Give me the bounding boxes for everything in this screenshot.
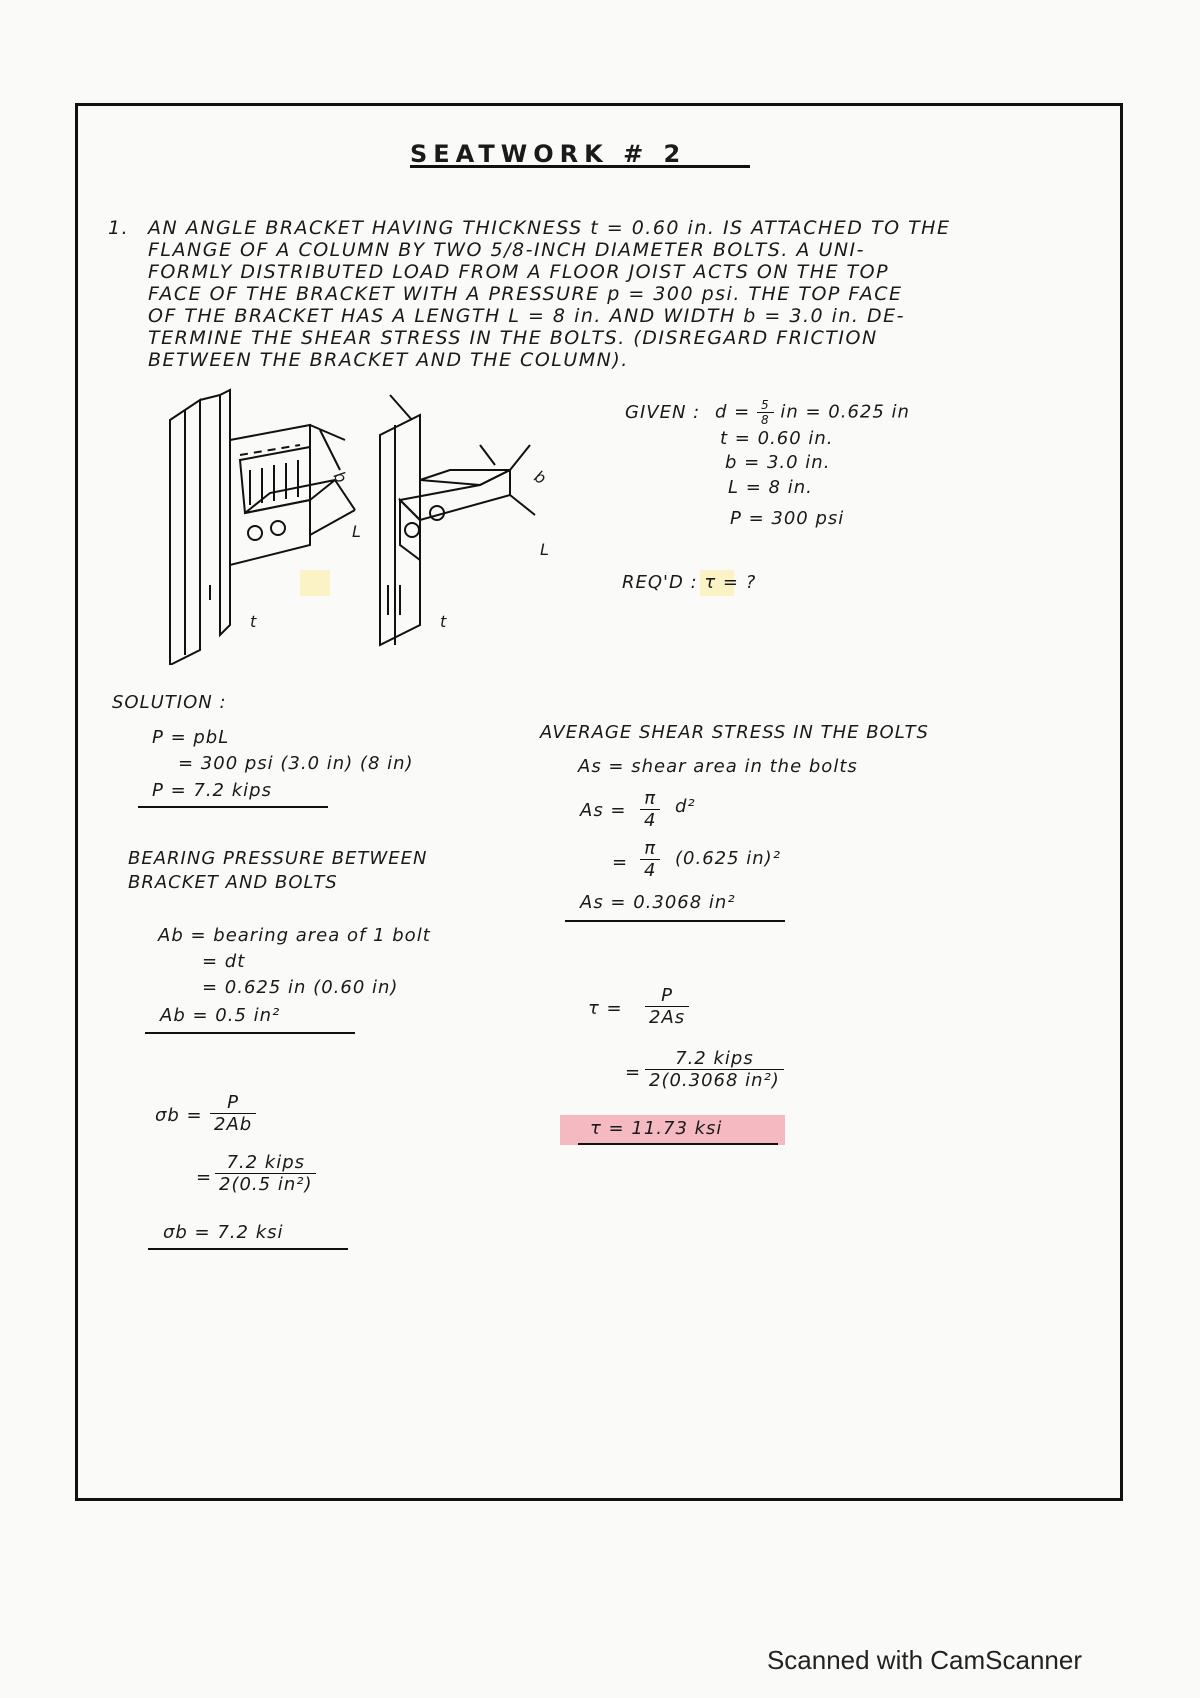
fig-label-b: b xyxy=(329,467,352,488)
given-label: GIVEN : xyxy=(625,402,701,423)
tau-result: τ = 11.73 ksi xyxy=(590,1118,723,1139)
tau-num: P xyxy=(645,985,689,1007)
title-underline xyxy=(410,165,750,168)
sigma-den-2: 2(0.5 in²) xyxy=(219,1174,313,1195)
given-b: b = 3.0 in. xyxy=(725,452,831,473)
equals-sign: = xyxy=(196,1167,213,1188)
sigma-fraction-2 xyxy=(215,1152,316,1195)
given-t: t = 0.60 in. xyxy=(720,428,834,449)
given-d-num: 5 xyxy=(757,398,774,413)
problem-line: FORMLY DISTRIBUTED LOAD FROM A FLOOR JOIST ACTS ON THE TOP xyxy=(148,261,890,283)
as-pi: π xyxy=(640,838,660,860)
fig-label-L-right: L xyxy=(540,540,550,559)
tau-den: 2As xyxy=(649,1007,686,1028)
given-d-lhs: d = xyxy=(715,401,751,423)
ab-sub: = 0.625 in (0.60 in) xyxy=(202,977,399,998)
bracket-figure xyxy=(150,385,630,665)
scanner-watermark: Scanned with CamScanner xyxy=(766,1645,1082,1675)
tau-fraction xyxy=(645,985,689,1028)
ab-dt: = dt xyxy=(202,951,246,972)
tau-lhs: τ = xyxy=(588,998,623,1019)
fig-label-L: L xyxy=(352,522,362,541)
given-d xyxy=(715,398,910,427)
sigma-num: P xyxy=(210,1092,256,1114)
load-result: P = 7.2 kips xyxy=(152,780,272,801)
as-lhs: As = xyxy=(580,800,627,821)
fig-label-b-right: b xyxy=(530,466,551,489)
as-four: 4 xyxy=(644,810,657,831)
reqd: REQ'D : τ = ? xyxy=(622,572,757,593)
problem-line: FACE OF THE BRACKET WITH A PRESSURE p = 300 psi. THE TOP FACE xyxy=(148,283,903,305)
given-d-den: 8 xyxy=(760,413,770,427)
bearing-heading-2: BRACKET AND BOLTS xyxy=(128,872,338,893)
solution-label: SOLUTION : xyxy=(112,692,227,713)
as-sub: (0.625 in)² xyxy=(675,848,781,869)
result-underline xyxy=(138,806,328,808)
given-d-rhs: in = 0.625 in xyxy=(780,401,910,423)
equals-sign: = xyxy=(625,1062,642,1083)
highlight-mark xyxy=(300,570,330,596)
as-result: As = 0.3068 in² xyxy=(580,892,736,913)
problem-line: OF THE BRACKET HAS A LENGTH L = 8 in. AND WIDTH b = 3.0 in. DE- xyxy=(148,305,906,327)
tau-fraction-2 xyxy=(645,1048,784,1091)
problem-line: FLANGE OF A COLUMN BY TWO 5/8-INCH DIAMETER BOLTS. A UNI- xyxy=(148,239,866,261)
sigma-num-2: 7.2 kips xyxy=(215,1152,316,1174)
given-p: P = 300 psi xyxy=(730,508,845,529)
sigma-lhs: σb = xyxy=(155,1105,203,1126)
problem-line: TERMINE THE SHEAR STRESS IN THE BOLTS. (DISREGARD FRICTION xyxy=(148,327,878,349)
given-d-fraction xyxy=(757,398,774,427)
given-L: L = 8 in. xyxy=(728,477,813,498)
problem-line: AN ANGLE BRACKET HAVING THICKNESS t = 0.60 in. IS ATTACHED TO THE xyxy=(148,217,951,239)
as-four: 4 xyxy=(644,860,657,881)
bearing-heading-1: BEARING PRESSURE BETWEEN xyxy=(128,848,428,869)
problem-statement xyxy=(108,217,1058,371)
ab-result: Ab = 0.5 in² xyxy=(160,1005,281,1026)
shear-heading: AVERAGE SHEAR STRESS IN THE BOLTS xyxy=(540,722,929,743)
result-underline xyxy=(578,1143,778,1145)
result-underline xyxy=(145,1032,355,1034)
as-pi-fraction-2 xyxy=(640,838,660,881)
as-def: As = shear area in the bolts xyxy=(578,756,858,777)
problem-number: 1. xyxy=(108,217,130,239)
as-pi: π xyxy=(640,788,660,810)
load-eq: P = pbL xyxy=(152,727,230,748)
as-pi-fraction xyxy=(640,788,660,831)
ab-def: Ab = bearing area of 1 bolt xyxy=(158,925,431,946)
page-title: SEATWORK # 2 xyxy=(410,140,687,168)
equals-sign: = xyxy=(612,852,629,873)
result-underline xyxy=(148,1248,348,1250)
as-d2: d² xyxy=(675,796,696,817)
fig-label-t: t xyxy=(250,612,258,631)
sigma-den: 2Ab xyxy=(214,1114,253,1135)
sigma-fraction xyxy=(210,1092,256,1135)
fig-label-t-right: t xyxy=(440,612,448,631)
load-sub: = 300 psi (3.0 in) (8 in) xyxy=(178,753,414,774)
tau-num-2: 7.2 kips xyxy=(645,1048,784,1070)
result-underline xyxy=(565,920,785,922)
tau-den-2: 2(0.3068 in²) xyxy=(649,1070,780,1091)
sigma-result: σb = 7.2 ksi xyxy=(163,1222,284,1243)
problem-line: BETWEEN THE BRACKET AND THE COLUMN). xyxy=(148,349,629,371)
